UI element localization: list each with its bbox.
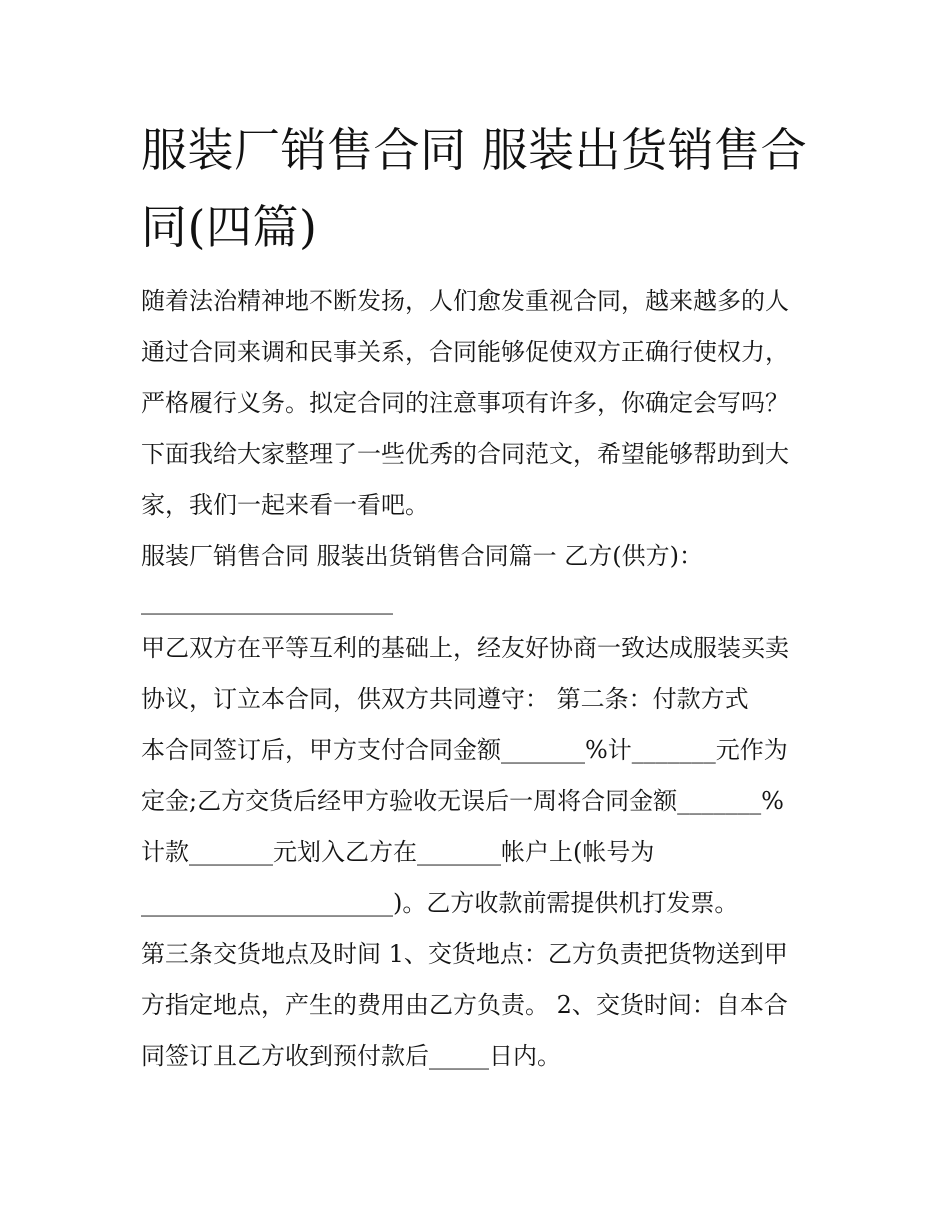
section-heading-line: 服装厂销售合同 服装出货销售合同篇一 乙方(供方)： bbox=[141, 542, 703, 570]
body-line: 方指定地点，产生的费用由乙方负责。 2、交货时间：自本合 bbox=[141, 991, 788, 1019]
body-line: 定金;乙方交货后经甲方验收无误后一周将合同金额_______% bbox=[141, 787, 784, 815]
fill-in-blank-line: _____________________ bbox=[141, 587, 393, 615]
body-line: 严格履行义务。拟定合同的注意事项有许多，你确定会写吗？ bbox=[141, 389, 789, 417]
body-line: 同签订且乙方收到预付款后_____日内。 bbox=[141, 1042, 561, 1070]
body-line: _____________________)。乙方收款前需提供机打发票。 bbox=[141, 889, 739, 917]
body-line: 计款_______元划入乙方在_______帐户上(帐号为 bbox=[141, 838, 655, 866]
document-title: 服装厂销售合同 服装出货销售合同(四篇) bbox=[141, 123, 808, 254]
body-line: 本合同签订后，甲方支付合同金额_______%计_______元作为 bbox=[141, 736, 788, 764]
body-line: 第三条交货地点及时间 1、交货地点：乙方负责把货物送到甲 bbox=[141, 940, 788, 968]
body-line: 随着法治精神地不断发扬，人们愈发重视合同，越来越多的人 bbox=[141, 287, 789, 315]
body-line: 下面我给大家整理了一些优秀的合同范文，希望能够帮助到大 bbox=[141, 440, 789, 468]
body-line: 家，我们一起来看一看吧。 bbox=[141, 491, 429, 519]
body-line: 通过合同来调和民事关系，合同能够促使双方正确行使权力， bbox=[141, 338, 789, 366]
body-line: 甲乙双方在平等互利的基础上，经友好协商一致达成服装买卖 bbox=[141, 634, 789, 662]
body-line: 协议，订立本合同，供双方共同遵守： 第二条：付款方式 bbox=[141, 685, 749, 713]
